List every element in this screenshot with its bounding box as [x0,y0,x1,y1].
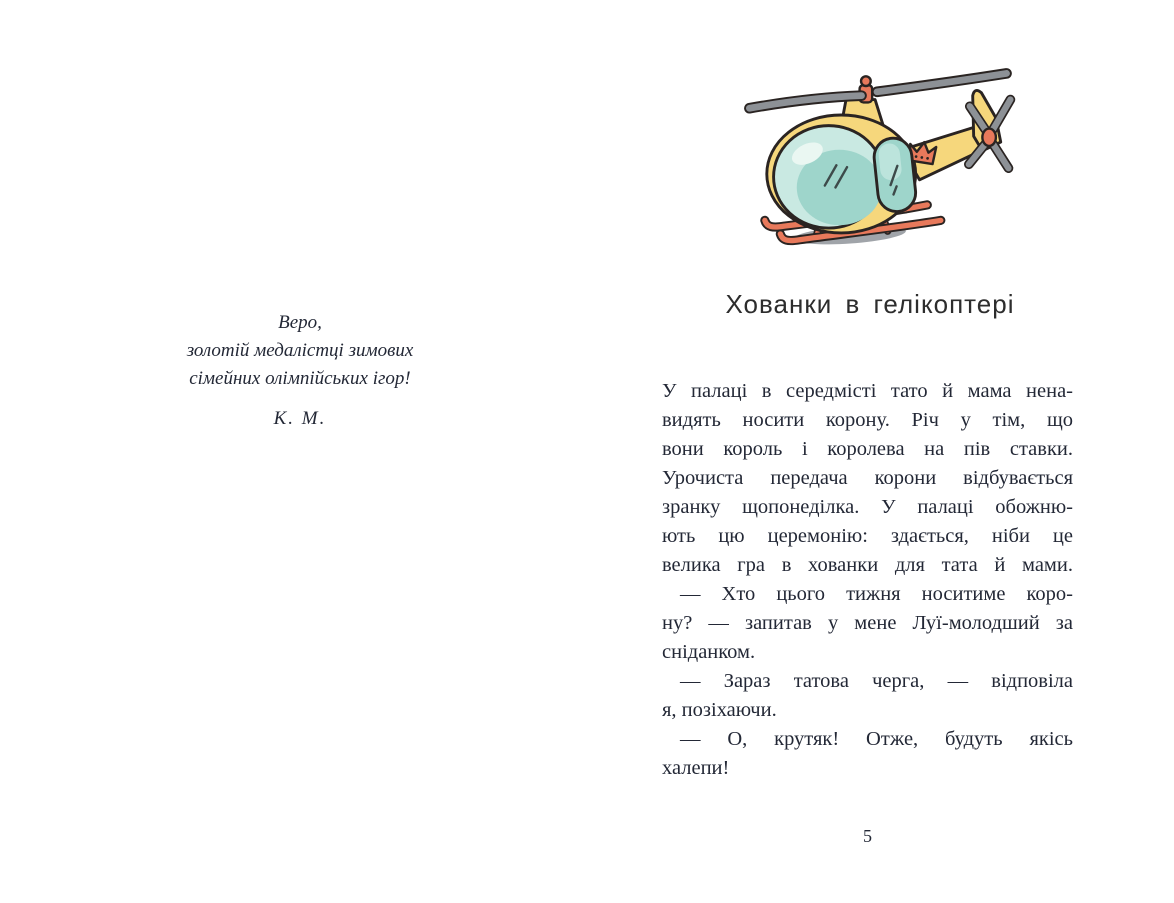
dedication-lines [98,309,502,393]
body-line: зранку щопонеділка. У палаці обожню- [662,496,1073,518]
helicopter-icon [731,57,1023,260]
body-line: я, позіхаючи. [662,699,777,721]
helicopter-illustration [731,57,1023,260]
dedication-line: Веро, [278,312,322,333]
body-line: — О, крутяк! Отже, будуть якісь [680,728,1073,750]
body-line: ну? — запитав у мене Луї-молодший за [662,612,1073,634]
body-line: велика гра в хованки для тата й мами. [662,554,1073,576]
page-number: 5 [863,826,872,846]
body-line: У палаці в середмісті тато й мама нена- [662,380,1073,402]
chapter-body [662,377,1073,783]
dedication-signature: К. М. [273,408,327,429]
body-line: Урочиста передача корони відбувається [662,467,1073,489]
body-line: халепи! [662,757,730,779]
dedication-line: сімейних олімпійських ігор! [189,368,411,389]
body-line: ють цю церемонію: здається, ніби це [662,525,1073,547]
body-line: — Хто цього тижня носитиме коро- [680,583,1073,605]
body-line: видять носити корону. Річ у тім, що [662,409,1073,431]
cockpit-window [774,126,884,228]
side-window [872,136,917,213]
dedication [98,309,502,433]
dedication-line: золотій медалістці зимових [186,340,414,361]
body-line: — Зараз татова черга, — відповіла [680,670,1073,692]
chapter-title: Хованки в гелікоптері [725,289,1015,319]
body-line: вони король і королева на пів ставки. [662,438,1073,460]
body-line: сніданком. [662,641,756,663]
